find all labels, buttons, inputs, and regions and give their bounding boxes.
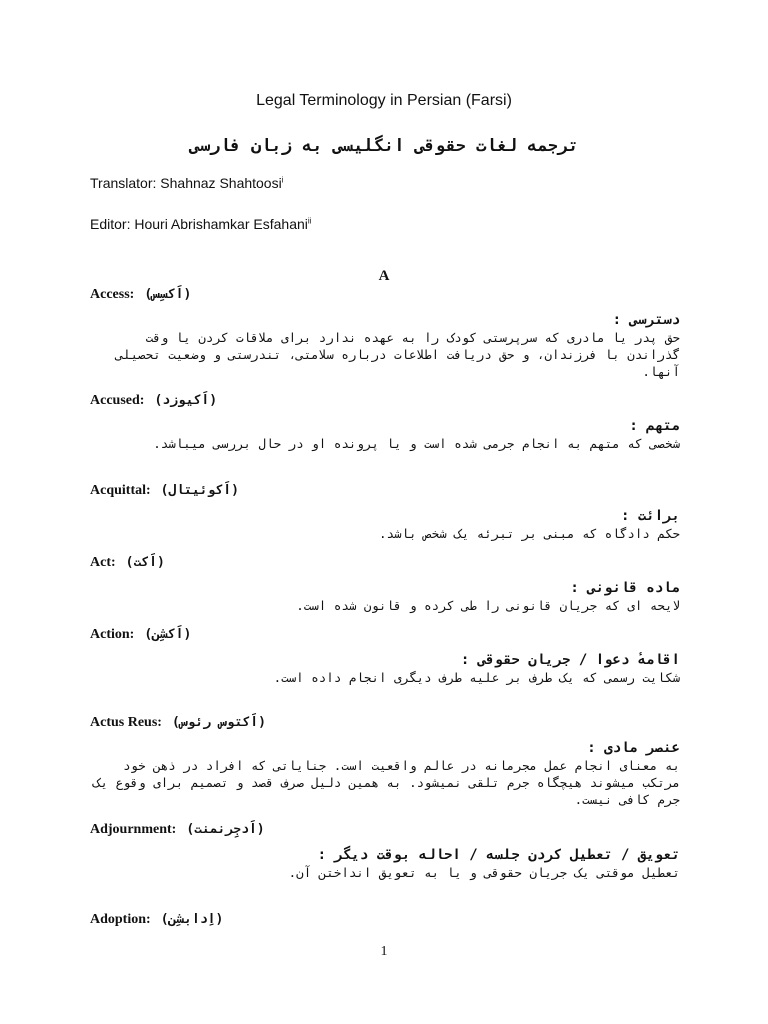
entry-persian-heading: متهم : — [629, 418, 680, 434]
entry-adjournment — [90, 822, 680, 881]
editor-text: Editor: Houri Abrishamkar Esfahani — [90, 216, 308, 232]
entry-persian-heading: برائت : — [620, 508, 680, 524]
entry-persian-definition: حق پدر یا مادری که سرپرستی کودک را به عهده ندارد برای ملاقات کردن یا وقت گذراندن با فرزندان، و حق دریافت اطلاعات درباره سلامتی، تندرستی و وضعیت تحصیلی آنها. — [115, 330, 680, 379]
entry-pronunciation: (اَکوئیتال) — [160, 483, 239, 498]
entry-term-line — [90, 483, 680, 499]
entry-persian-definition: شخصی که متهم به انجام جرمی شده است و یا پرونده او در حال بررسی میباشد. — [153, 436, 680, 451]
translator-credit — [90, 175, 284, 191]
entry-acquittal — [90, 483, 680, 542]
entry-term-line — [90, 715, 680, 731]
entry-term-line — [90, 393, 680, 409]
translator-text: Translator: Shahnaz Shahtoosi — [90, 175, 282, 191]
entry-persian-heading: تعویق / تعطیل کردن جلسه / احاله بوقت دیگر : — [317, 847, 680, 863]
entry-pronunciation: (اَکت) — [125, 555, 165, 570]
entry-persian-definition: حکم دادگاه که مبنی بر تبرئه یک شخص باشد. — [378, 526, 680, 541]
translator-endnote-marker[interactable]: i — [281, 175, 284, 185]
entry-persian-heading: اقامهٔ دعوا / جریان حقوقی : — [460, 652, 680, 668]
entry-access — [90, 287, 680, 380]
entry-term: Actus Reus: — [90, 715, 162, 730]
editor-credit — [90, 216, 311, 232]
entry-term-line — [90, 555, 680, 571]
page-number: 1 — [380, 944, 388, 959]
entry-persian-definition: تعطیل موقتی یک جریان حقوقی و یا به تعویق انداختن آن. — [288, 865, 680, 880]
entry-term: Acquittal: — [90, 483, 151, 498]
entry-persian-definition: شکایت رسمی که یک طرف بر علیه طرف دیگری انجام داده است. — [273, 670, 680, 685]
entry-pronunciation: (اَکتوس رئوس) — [171, 715, 266, 730]
entry-term-line — [90, 627, 680, 643]
entry-act — [90, 555, 680, 614]
editor-endnote-marker[interactable]: ii — [307, 216, 312, 226]
entry-adoption — [90, 912, 680, 928]
entry-term: Act: — [90, 555, 116, 570]
entry-term: Action: — [90, 627, 135, 642]
section-letter: A — [378, 268, 390, 284]
entry-term: Adoption: — [90, 912, 151, 927]
entry-pronunciation: (اَدجِرنمنت) — [186, 822, 265, 837]
entry-term-line — [90, 822, 680, 838]
entry-term: Adjournment: — [90, 822, 177, 837]
entry-pronunciation: (اَکسِس) — [144, 287, 192, 302]
entry-accused — [90, 393, 680, 452]
entry-persian-heading: عنصر مادی : — [587, 740, 680, 756]
document-title-persian: ترجمه لغات حقوقی انگلیسی به زبان فارسی — [189, 136, 579, 156]
entry-persian-heading: دسترسی : — [612, 312, 680, 328]
entry-pronunciation: (اَکیوزد) — [154, 393, 218, 408]
entry-persian-definition: به معنای انجام عمل مجرمانه در عالم واقعیت است. جنایاتی که افراد در ذهن خود مرتکب میشوند هیچگاه جرم تلقی نمیشود. به همین دلیل صرف قصد و تصمیم برای وقوع یک جرم کافی نیست. — [93, 758, 680, 807]
entry-persian-definition: لایحه ای که جریان قانونی را طی کرده و قانون شده است. — [296, 598, 680, 613]
entry-actus-reus — [90, 715, 680, 808]
entry-persian-heading: ماده قانونی : — [570, 580, 680, 596]
entry-pronunciation: (اِدابشِن) — [160, 912, 224, 927]
entry-action — [90, 627, 680, 686]
entry-term-line — [90, 287, 680, 303]
entry-pronunciation: (اَکشِن) — [144, 627, 192, 642]
entry-term: Access: — [90, 287, 135, 302]
entry-term: Accused: — [90, 393, 145, 408]
document-title-english: Legal Terminology in Persian (Farsi) — [256, 92, 512, 109]
entry-term-line — [90, 912, 680, 928]
